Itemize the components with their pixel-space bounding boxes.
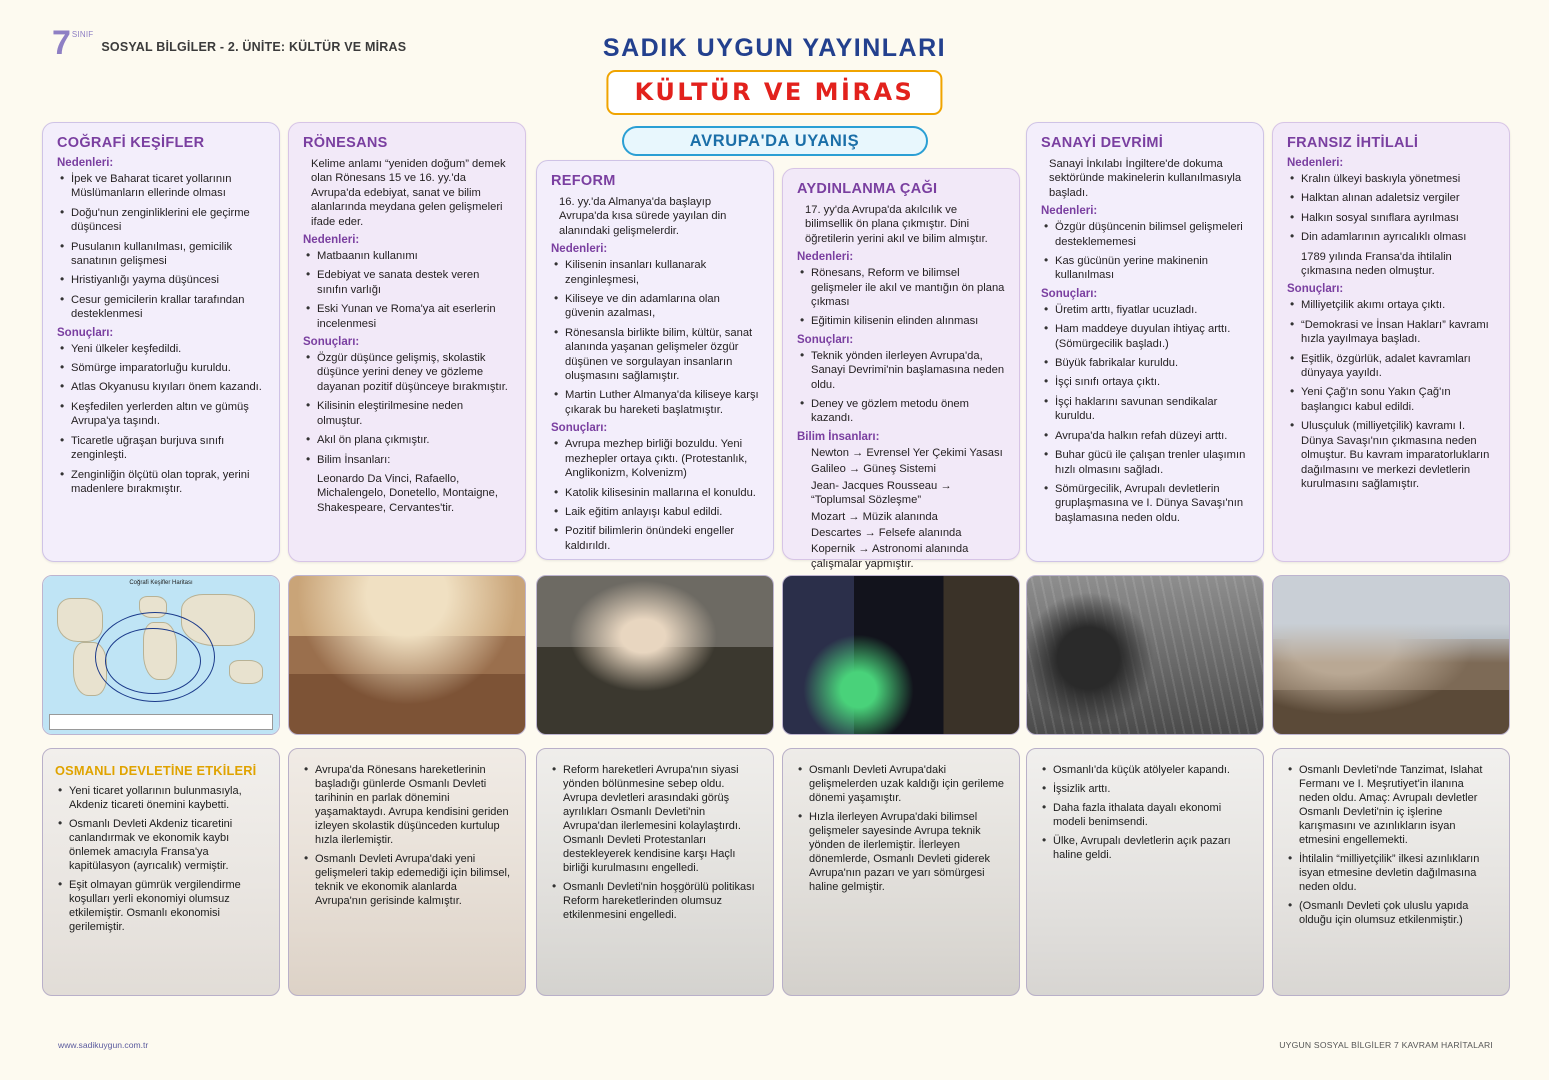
grade-sup-label: SINIF bbox=[71, 30, 94, 39]
bottom-card-content bbox=[1039, 763, 1249, 862]
footer-website[interactable]: www.sadikuygun.com.tr bbox=[58, 1040, 149, 1050]
nedenleri-list bbox=[1287, 172, 1495, 245]
bottom-card-osmanli-etkileri bbox=[42, 748, 280, 996]
sonuclari-list bbox=[551, 437, 759, 553]
list-item: • Zenginliğin ölçütü olan toprak, yerini madenlere bırakmıştır. bbox=[57, 468, 265, 497]
grade-block bbox=[52, 24, 407, 62]
bottom-card-title: OSMANLI DEVLETİNE ETKİLERİ bbox=[55, 763, 257, 778]
bottom-card-content bbox=[301, 763, 511, 908]
bilim-insanlari-text: Leonardo Da Vinci, Rafaello, Michalengelo, Donetello, Montaigne, Shakespeare, Cervantes'tir. bbox=[317, 472, 498, 514]
list-item: • Eşitlik, özgürlük, adalet kavramları dünyaya yayıldı. bbox=[1287, 352, 1495, 381]
nedenleri-extra-text: 1789 yılında Fransa'da ihtilalin çıkmasına neden olmuştur. bbox=[1301, 250, 1452, 278]
bilim-insanlari-list bbox=[811, 446, 1005, 571]
card-title: REFORM bbox=[551, 173, 616, 189]
list-item: • Buhar gücü ile çalışan trenler ulaşımın hızlı olmasını sağladı. bbox=[1041, 448, 1249, 477]
unit-title: KÜLTÜR VE MİRAS bbox=[634, 78, 915, 106]
bottom-card-list bbox=[549, 763, 759, 922]
list-item: • Halktan alınan adaletsiz vergiler bbox=[1287, 191, 1495, 205]
image-cografi-kesifler-haritasi bbox=[42, 575, 280, 735]
list-item: • Keşfedilen yerlerden altın ve gümüş Avrupa'ya taşındı. bbox=[57, 400, 265, 429]
nedenleri-label: Nedenleri: bbox=[303, 234, 360, 247]
list-item: • Rönesansla birlikte bilim, kültür, sanat alanında yaşanan gelişmeler özgür düşünen ve sorgulayan insanların oluşmasını sağlamıştır. bbox=[551, 326, 759, 384]
brand-block bbox=[603, 34, 946, 115]
list-item: • Osmanlı Devleti Avrupa'daki gelişmelerden uzak kaldığı için gerileme dönemi yaşamıştır. bbox=[795, 763, 1005, 805]
list-item: • Din adamlarının ayrıcalıklı olması bbox=[1287, 230, 1495, 244]
nedenleri-label: Nedenleri: bbox=[57, 157, 114, 169]
sonuclari-label: Sonuçları: bbox=[797, 333, 854, 346]
list-item: • Osmanlı Devleti'nde Tanzimat, Islahat Fermanı ve I. Meşrutiyet'in ilanına neden oldu. Amaç: Avrupalı devletler Osmanlı Devleti'nin iç işlerine karışmasını ve azınlıkların isyan etmesini engellemekti. bbox=[1285, 763, 1495, 847]
image-aydinlanma-bilim-insanlari-kolaji bbox=[782, 575, 1020, 735]
sonuclari-list bbox=[57, 342, 265, 497]
list-item: • Avrupa'da halkın refah düzeyi arttı. bbox=[1041, 429, 1249, 443]
sonuclari-label: Sonuçları: bbox=[551, 422, 608, 435]
list-item: • Teknik yönden ilerleyen Avrupa'da, Sanayi Devrimi'nin başlamasına neden oldu. bbox=[797, 349, 1005, 392]
list-item: • Akıl ön plana çıkmıştır. bbox=[303, 433, 511, 447]
bottom-card-content bbox=[795, 763, 1005, 894]
card-title: FRANSIZ İHTİLALİ bbox=[1287, 135, 1419, 151]
intro-text: 17. yy'da Avrupa'da akılcılık ve bilimsellik ön plana çıkmıştır. Dini öğretilerin yerini akıl ve bilim almıştır. bbox=[805, 204, 988, 245]
nedenleri-label: Nedenleri: bbox=[551, 243, 608, 256]
nedenleri-list bbox=[1041, 220, 1249, 283]
grade-number: 7 bbox=[52, 24, 71, 62]
list-item: • Hristiyanlığı yayma düşüncesi bbox=[57, 273, 265, 287]
bottom-card-list bbox=[795, 763, 1005, 894]
card-ronesans bbox=[288, 122, 526, 562]
list-item: • İşsizlik arttı. bbox=[1039, 782, 1249, 796]
bottom-card-list bbox=[1039, 763, 1249, 862]
publisher-title: SADIK UYGUN YAYINLARI bbox=[602, 34, 947, 62]
list-item: • Özgür düşünce gelişmiş, skolastik düşünce yerini deney ve gözleme dayanan pozitif düşünceye bırakmıştır. bbox=[303, 351, 511, 394]
sonuclari-label: Sonuçları: bbox=[57, 326, 114, 339]
bottom-card-list bbox=[55, 784, 265, 934]
bottom-card-list bbox=[301, 763, 511, 908]
sonuclari-label: Sonuçları: bbox=[303, 336, 360, 349]
card-aydinlanma-cagi bbox=[782, 168, 1020, 570]
list-item: Jean- Jacques Rousseau → “Toplumsal Sözleşme” bbox=[811, 479, 952, 507]
bottom-card-content bbox=[1285, 763, 1495, 927]
list-item: Galileo → Güneş Sistemi bbox=[811, 463, 936, 476]
list-item: • Reform hareketleri Avrupa'nın siyasi yönden bölünmesine sebep oldu. Avrupa devletleri arasındaki görüş ayrılıkları Osmanlı Devleti'nin Avrupa'dan ilerlemesini kolaylaştırdı. Osmanlı Devleti Protestanları destekleyerek kendisine karşı Haçlı birliği kurulmasını engelledi. bbox=[549, 763, 759, 875]
list-item: • Rönesans, Reform ve bilimsel gelişmeler ile akıl ve mantığın ön plana çıkması bbox=[797, 266, 1005, 309]
list-item: • Daha fazla ithalata dayalı ekonomi modeli benimsendi. bbox=[1039, 801, 1249, 829]
list-item: • Kiliseye ve din adamlarına olan güvenin azalması, bbox=[551, 292, 759, 321]
list-item: • Laik eğitim anlayışı kabul edildi. bbox=[551, 505, 759, 519]
image-sanayi-devrimi-makineleri bbox=[1026, 575, 1264, 735]
card-title: RÖNESANS bbox=[303, 135, 388, 151]
card-sanayi-devrimi bbox=[1026, 122, 1264, 562]
image-caption: Coğrafi Keşifler Haritası bbox=[129, 580, 193, 586]
bilim-insanlari-label: Bilim İnsanları: bbox=[797, 430, 880, 443]
bottom-card-reform-etkileri bbox=[536, 748, 774, 996]
bottom-card-fransiz-etkileri bbox=[1272, 748, 1510, 996]
intro-text: Sanayi İnkılabı İngiltere'de dokuma sektöründe makinelerin kullanılmasıyla başladı. bbox=[1049, 158, 1242, 199]
list-item: • Edebiyat ve sanata destek veren sınıfın varlığı bbox=[303, 268, 511, 297]
list-item: • Özgür düşüncenin bilimsel gelişmeleri desteklememesi bbox=[1041, 220, 1249, 249]
list-item: • İpek ve Baharat ticaret yollarının Müslümanların ellerinde olması bbox=[57, 172, 265, 201]
intro-text: Kelime anlamı “yeniden doğum” demek olan Rönesans 15 ve 16. yy.'da Avrupa'da edebiyat, sanat ve bilim alanlarında meydana gelen gelişmeleri ifade eder. bbox=[311, 158, 506, 228]
list-item: • Avrupa mezhep birliği bozuldu. Yeni mezhepler ortaya çıktı. (Protestanlık, Anglikonizm, Kolvenizm) bbox=[551, 437, 759, 480]
nedenleri-list bbox=[303, 249, 511, 331]
list-item: • Bilim İnsanları: bbox=[303, 453, 511, 467]
list-item: • Ticaretle uğraşan burjuva sınıfı zenginleşti. bbox=[57, 434, 265, 463]
list-item: • Osmanlı'da küçük atölyeler kapandı. bbox=[1039, 763, 1249, 777]
list-item: • (Osmanlı Devleti çok uluslu yapıda olduğu için olumsuz etkilenmiştir.) bbox=[1285, 899, 1495, 927]
list-item: Newton → Evrensel Yer Çekimi Yasası bbox=[811, 446, 1003, 459]
topic-badge bbox=[622, 126, 928, 156]
bottom-card-content bbox=[549, 763, 759, 922]
card-title: AYDINLANMA ÇAĞI bbox=[797, 181, 938, 197]
bottom-card-ronesans-etkileri bbox=[288, 748, 526, 996]
list-item: • Matbaanın kullanımı bbox=[303, 249, 511, 263]
card-fransiz-ihtilali bbox=[1272, 122, 1510, 562]
list-item: • Cesur gemicilerin krallar tarafından desteklenmesi bbox=[57, 293, 265, 322]
list-item: • Eski Yunan ve Roma'ya ait eserlerin incelenmesi bbox=[303, 302, 511, 331]
map-legend bbox=[49, 714, 273, 730]
list-item: • Ham maddeye duyulan ihtiyaç arttı. (Sömürgecilik başladı.) bbox=[1041, 322, 1249, 351]
nedenleri-label: Nedenleri: bbox=[797, 251, 854, 264]
bottom-card-sanayi-etkileri bbox=[1026, 748, 1264, 996]
list-item: • Ulusçuluk (milliyetçilik) kavramı I. Dünya Savaşı'nın çıkmasına neden olmuştur. Bu kavram imparatorlukların dağılmasını ve merkezi devletlerin kurulmasını sağlamıştır. bbox=[1287, 419, 1495, 491]
card-title: SANAYİ DEVRİMİ bbox=[1041, 135, 1164, 151]
image-atina-okulu-tablosu bbox=[288, 575, 526, 735]
card-reform bbox=[536, 160, 774, 560]
list-item: • İşçi sınıfı ortaya çıktı. bbox=[1041, 375, 1249, 389]
list-item: • Sömürgecilik, Avrupalı devletlerin gruplaşmasına ve I. Dünya Savaşı'nın başlamasına neden oldu. bbox=[1041, 482, 1249, 525]
list-item: • Kas gücünün yerine makinenin kullanılması bbox=[1041, 254, 1249, 283]
map-landmass bbox=[57, 598, 103, 642]
sonuclari-list bbox=[1287, 298, 1495, 491]
card-title: COĞRAFİ KEŞİFLER bbox=[57, 135, 205, 151]
list-item: • Halkın sosyal sınıflara ayrılması bbox=[1287, 211, 1495, 225]
list-item: • Üretim arttı, fiyatlar ucuzladı. bbox=[1041, 303, 1249, 317]
list-item: • Katolik kilisesinin mallarına el konuldu. bbox=[551, 486, 759, 500]
nedenleri-list bbox=[551, 258, 759, 417]
sonuclari-label: Sonuçları: bbox=[1287, 283, 1344, 296]
unit-title-box bbox=[607, 70, 943, 115]
list-item: • Eğitimin kilisenin elinden alınması bbox=[797, 314, 1005, 328]
list-item: • Pozitif bilimlerin önündeki engeller kaldırıldı. bbox=[551, 524, 759, 553]
list-item: • Yeni ticaret yollarının bulunmasıyla, Akdeniz ticareti önemini kaybetti. bbox=[55, 784, 265, 812]
list-item: • Osmanlı Devleti'nin hoşgörülü politikası Reform hareketlerinden olumsuz etkilenmesini engelledi. bbox=[549, 880, 759, 922]
list-item: • Doğu'nun zenginliklerini ele geçirme düşüncesi bbox=[57, 206, 265, 235]
list-item: • Osmanlı Devleti Akdeniz ticaretini canlandırmak ve ekonomik kaybı önlemek amacıyla Fransa'ya kapitülasyon (ayrıcalık) vermiştir. bbox=[55, 817, 265, 873]
list-item: • Pusulanın kullanılması, gemicilik sanatının gelişmesi bbox=[57, 240, 265, 269]
image-fransiz-ihtilali-bastille bbox=[1272, 575, 1510, 735]
map-route bbox=[105, 628, 201, 694]
list-item: • Ülke, Avrupalı devletlerin açık pazarı haline geldi. bbox=[1039, 834, 1249, 862]
list-item: • Martin Luther Almanya'da kiliseye karşı çıkarak bu hareketi başlatmıştır. bbox=[551, 388, 759, 417]
nedenleri-label: Nedenleri: bbox=[1287, 157, 1344, 169]
card-cografi-kesifler bbox=[42, 122, 280, 562]
nedenleri-label: Nedenleri: bbox=[1041, 205, 1098, 218]
sonuclari-label: Sonuçları: bbox=[1041, 287, 1098, 300]
list-item: Mozart → Müzik alanında bbox=[811, 510, 938, 523]
topic-badge-label: AVRUPA'DA UYANIŞ bbox=[689, 131, 860, 150]
list-item: • “Demokrasi ve İnsan Hakları” kavramı hızla yayılmaya başladı. bbox=[1287, 318, 1495, 347]
list-item: Descartes → Felsefe alanında bbox=[811, 526, 962, 539]
bottom-card-aydinlanma-etkileri bbox=[782, 748, 1020, 996]
map-landmass bbox=[229, 660, 263, 684]
list-item: • İşçi haklarını savunan sendikalar kuruldu. bbox=[1041, 395, 1249, 424]
footer-series-label: UYGUN SOSYAL BİLGİLER 7 KAVRAM HARİTALARI bbox=[1279, 1040, 1493, 1050]
list-item: • Kralın ülkeyi baskıyla yönetmesi bbox=[1287, 172, 1495, 186]
nedenleri-list bbox=[797, 266, 1005, 329]
list-item: • Yeni ülkeler keşfedildi. bbox=[57, 342, 265, 356]
intro-text: 16. yy.'da Almanya'da başlayıp Avrupa'da kısa sürede yayılan din alanındaki gelişmelerdir. bbox=[559, 196, 727, 237]
list-item: Kopernik → Astronomi alanında çalışmalar yapmıştır. bbox=[811, 543, 969, 570]
list-item: • Büyük fabrikalar kuruldu. bbox=[1041, 356, 1249, 370]
list-item: • Milliyetçilik akımı ortaya çıktı. bbox=[1287, 298, 1495, 312]
sonuclari-list bbox=[1041, 303, 1249, 525]
sonuclari-list bbox=[303, 351, 511, 467]
image-martin-luther-portresi bbox=[536, 575, 774, 735]
list-item: • İhtilalin “milliyetçilik” ilkesi azınlıkların isyan etmesine devletin dağılmasına neden oldu. bbox=[1285, 852, 1495, 894]
list-item: • Hızla ilerleyen Avrupa'daki bilimsel gelişmeler sayesinde Avrupa teknik yönden de ilerlemiştir. İlerleyen dönemlerde, Osmanlı Devleti giderek Avrupa'nın pazarı ve yarı sömürgesi haline gelmiştir. bbox=[795, 810, 1005, 894]
list-item: • Eşit olmayan gümrük vergilendirme koşulları yerli ekonomiyi olumsuz etkilemiştir. Osmanlı ekonomisi gerilemiştir. bbox=[55, 878, 265, 934]
bottom-card-list bbox=[1285, 763, 1495, 927]
subject-line: SOSYAL BİLGİLER - 2. ÜNİTE: KÜLTÜR VE MİRAS bbox=[101, 40, 407, 54]
bottom-card-content bbox=[55, 763, 265, 934]
list-item: • Atlas Okyanusu kıyıları önem kazandı. bbox=[57, 380, 265, 394]
list-item: • Osmanlı Devleti Avrupa'daki yeni gelişmeleri takip edemediği için bilimsel, teknik ve ekonomik alanlarda Avrupa'nın gerisinde kalmıştır. bbox=[301, 852, 511, 908]
list-item: • Avrupa'da Rönesans hareketlerinin başladığı günlerde Osmanlı Devleti tarihinin en parlak dönemini yaşamaktaydı. Avrupa kendisini geriden izleyen skolastik düşünceden kurtulup hızla ilerlemiştir. bbox=[301, 763, 511, 847]
list-item: • Yeni Çağ'ın sonu Yakın Çağ'ın başlangıcı kabul edildi. bbox=[1287, 385, 1495, 414]
nedenleri-list bbox=[57, 172, 265, 322]
list-item: • Kilisenin insanları kullanarak zenginleşmesi, bbox=[551, 258, 759, 287]
list-item: • Kilisinin eleştirilmesine neden olmuştur. bbox=[303, 399, 511, 428]
sonuclari-list bbox=[797, 349, 1005, 426]
list-item: • Deney ve gözlem metodu önem kazandı. bbox=[797, 397, 1005, 426]
list-item: • Sömürge imparatorluğu kuruldu. bbox=[57, 361, 265, 375]
